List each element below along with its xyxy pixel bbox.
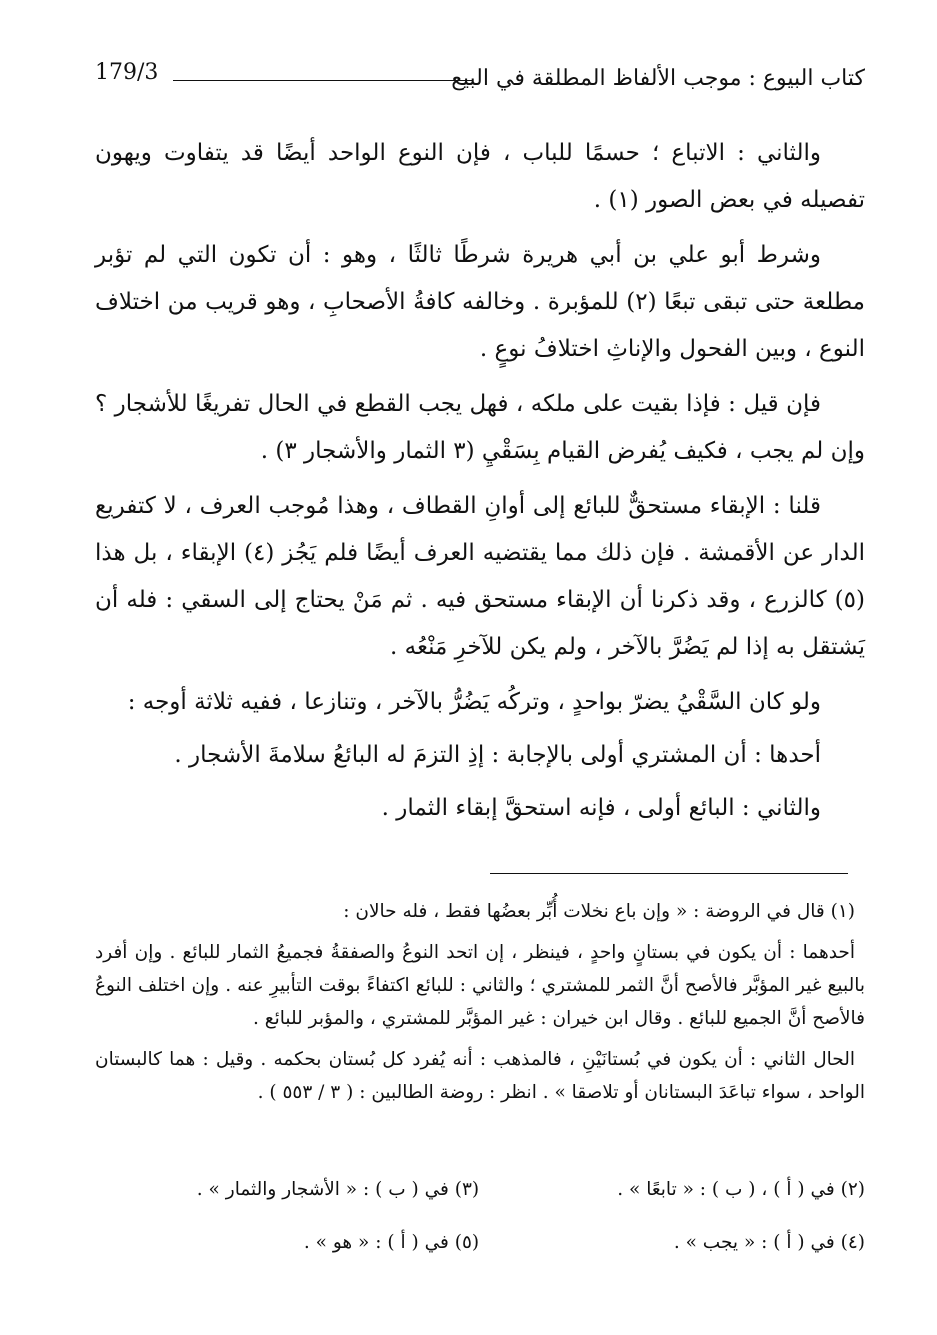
footnote-2: (٢) في ( أ ) ، ( ب ) : « تابعًا » . bbox=[617, 1179, 865, 1200]
footnote-1-part-3: الحال الثاني : أن يكون في بُستانَيْنِ ، فالمذهب : أنه يُفرد كل بُستان بحكمه . وقيل : هما كالبستان الواحد ، سواء تباعَدَ البستانان أو تلاصقا » . انظر : روضة الطالبين : ( ٣ / ٥٥٣ ) . bbox=[95, 1049, 865, 1103]
paragraph: والثاني : البائع أولى ، فإنه استحقَّ إبقاء الثمار . bbox=[381, 795, 821, 821]
running-header bbox=[95, 60, 865, 100]
page-number: 179/3 bbox=[95, 60, 159, 85]
footnote-1: (١) قال في الروضة : « وإن باع نخلات أُبِّر بعضُها فقط ، فله حالان : bbox=[343, 901, 855, 922]
footnote-separator bbox=[490, 873, 848, 874]
paragraph: أحدها : أن المشتري أولى بالإجابة : إذِ التزمَ له البائعُ سلامةَ الأشجار . bbox=[174, 742, 821, 768]
paragraph: قلنا : الإبقاء مستحقٌّ للبائع إلى أوانِ القطاف ، وهذا مُوجب العرف ، لا كتفريع الدار عن الأقمشة . فإن ذلك مما يقتضيه العرف أيضًا فلم يَجُز (٤) الإبقاء ، بل هذا (٥) كالزرع ، وقد ذكرنا أن الإبقاء مستحق فيه . ثم مَنْ يحتاج إلى السقي : فله أن يَشتقل به إذا لم يَضُرَّ بالآخر ، ولم يكن للآخرِ مَنْعُه . bbox=[95, 493, 865, 660]
main-text bbox=[95, 130, 865, 838]
header-title: كتاب البيوع : موجب الألفاظ المطلقة في البيع bbox=[451, 66, 865, 91]
footnote-row bbox=[95, 1228, 865, 1258]
paragraph: ولو كان السَّقْيُ يضرّ بواحدٍ ، وتركُه يَضُرُّ بالآخر ، وتنازعا ، ففيه ثلاثة أوجه : bbox=[127, 689, 821, 715]
header-rule bbox=[173, 80, 473, 81]
footnote-5: (٥) في ( أ ) : « هو » . bbox=[303, 1232, 480, 1253]
footnote-row bbox=[95, 1175, 865, 1205]
paragraph: والثاني : الاتباع ؛ حسمًا للباب ، فإن النوع الواحد أيضًا قد يتفاوت ويهون تفصيله في بعض الصور (١) . bbox=[95, 140, 865, 213]
footnote-1-part-2: أحدهما : أن يكون في بستانٍ واحدٍ ، فينظر ، إن اتحد النوعُ والصفقةُ فجميعُ الثمار للبائع . وإن أفرد بالبيع غير المؤبَّر فالأصح أنَّ الثمر للمشتري ؛ والثاني : للبائع اكتفاءً بوقت التأبيرِ عنه . وإن اختلف النوعُ فالأصح أنَّ الجميع للبائع . وقال ابن خيران : غير المؤبَّر للمشتري ، والمؤبر للبائع . bbox=[95, 942, 865, 1029]
footnote-3: (٣) في ( ب ) : « الأشجار والثمار » . bbox=[196, 1179, 480, 1200]
paragraph: فإن قيل : فإذا بقيت على ملكه ، فهل يجب القطع في الحال تفريغًا للأشجار ؟ وإن لم يجب ، فكيف يُفرض القيام بِسَقْيِ (٣ الثمار والأشجار ٣) . bbox=[95, 391, 865, 464]
footnotes bbox=[95, 895, 865, 1117]
paragraph: وشرط أبو علي بن أبي هريرة شرطًا ثالثًا ، وهو : أن تكون التي لم تؤبر مطلعة حتى تبقى تبعًا (٢) للمؤبرة . وخالفه كافةُ الأصحابِ ، وهو قريب من اختلاف النوع ، وبين الفحول والإناثِ اختلافُ نوعٍ . bbox=[95, 242, 866, 362]
footnote-4: (٤) في ( أ ) : « يجب » . bbox=[673, 1232, 865, 1253]
